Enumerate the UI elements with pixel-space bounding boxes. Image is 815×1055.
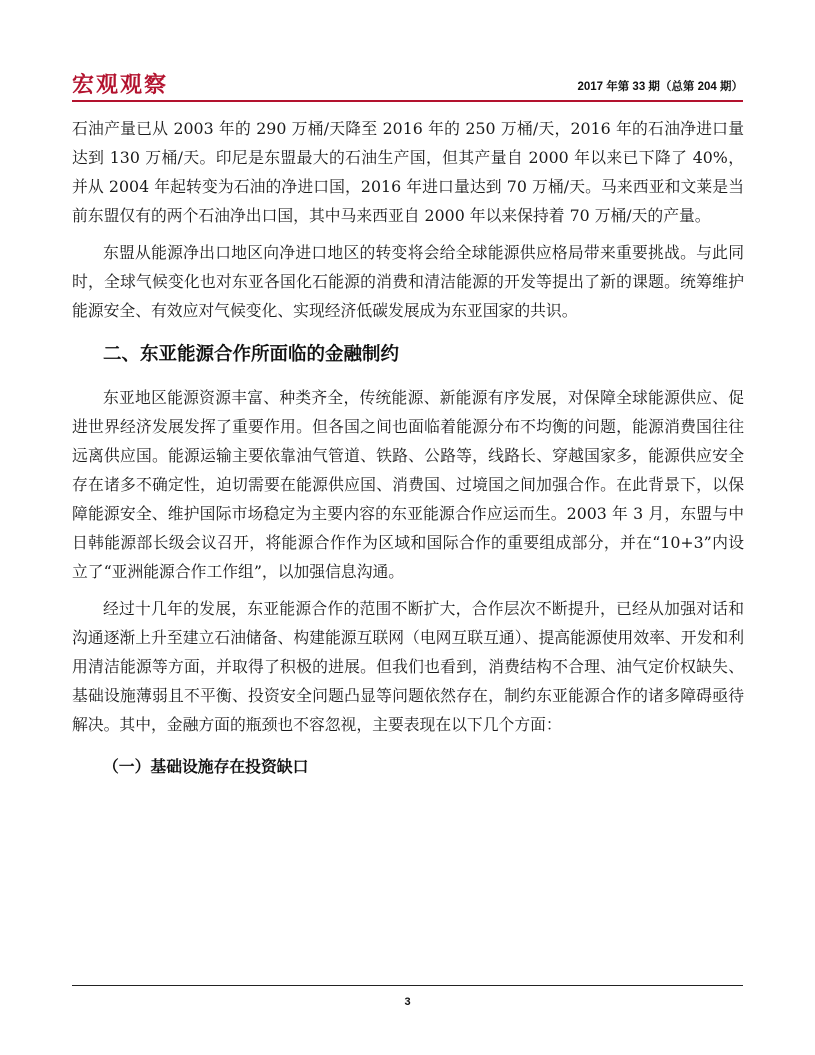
subsection-heading: （一）基础设施存在投资缺口	[103, 757, 309, 776]
header-divider	[72, 100, 743, 102]
page-number: 3	[404, 996, 411, 1008]
footer-divider	[72, 985, 743, 986]
paragraph: 东盟从能源净出口地区向净进口地区的转变将会给全球能源供应格局带来重要挑战。与此同时，全球气候变化也对东亚各国化石能源的消费和清洁能源的开发等提出了新的课题。统筹维护能源安全、有效应对气候变化、实现经济低碳发展成为东亚国家的共识。	[72, 243, 744, 320]
paragraph-continuation: 石油产量已从 2003 年的 290 万桶/天降至 2016 年的 250 万桶/天，2016 年的石油净进口量达到 130 万桶/天。印尼是东盟最大的石油生产国，但其产量自 2000 年以来已下降了 40%，并从 2004 年起转变为石油的净进口国，2016 年进口量达到 70 万桶/天。马来西亚和文莱是当前东盟仅有的两个石油净出口国，其中马来西亚自 2000 年以来保持着 70 万桶/天的产量。	[72, 119, 744, 225]
article-body	[72, 114, 744, 781]
section-heading: 二、东亚能源合作所面临的金融制约	[103, 344, 400, 365]
issue-number: 2017 年第 33 期（总第 204 期）	[577, 81, 743, 93]
paragraph: 经过十几年的发展，东亚能源合作的范围不断扩大，合作层次不断提升，已经从加强对话和沟通逐渐上升至建立石油储备、构建能源互联网（电网互联互通）、提高能源使用效率、开发和利用清洁能源等方面，并取得了积极的进展。但我们也看到，消费结构不合理、油气定价权缺失、基础设施薄弱且不平衡、投资安全问题凸显等问题依然存在，制约东亚能源合作的诸多障碍亟待解决。其中，金融方面的瓶颈也不容忽视，主要表现在以下几个方面：	[72, 599, 744, 734]
publication-brand: 宏观观察	[72, 73, 169, 98]
paragraph: 东亚地区能源资源丰富、种类齐全，传统能源、新能源有序发展，对保障全球能源供应、促进世界经济发展发挥了重要作用。但各国之间也面临着能源分布不均衡的问题，能源消费国往往远离供应国。能源运输主要依靠油气管道、铁路、公路等，线路长、穿越国家多，能源供应安全存在诸多不确定性，迫切需要在能源供应国、消费国、过境国之间加强合作。在此背景下，以保障能源安全、维护国际市场稳定为主要内容的东亚能源合作应运而生。2003 年 3 月，东盟与中日韩能源部长级会议召开，将能源合作作为区域和国际合作的重要组成部分，并在“10+3”内设立了“亚洲能源合作工作组”，以加强信息沟通。	[72, 388, 744, 581]
page-header	[72, 68, 743, 100]
